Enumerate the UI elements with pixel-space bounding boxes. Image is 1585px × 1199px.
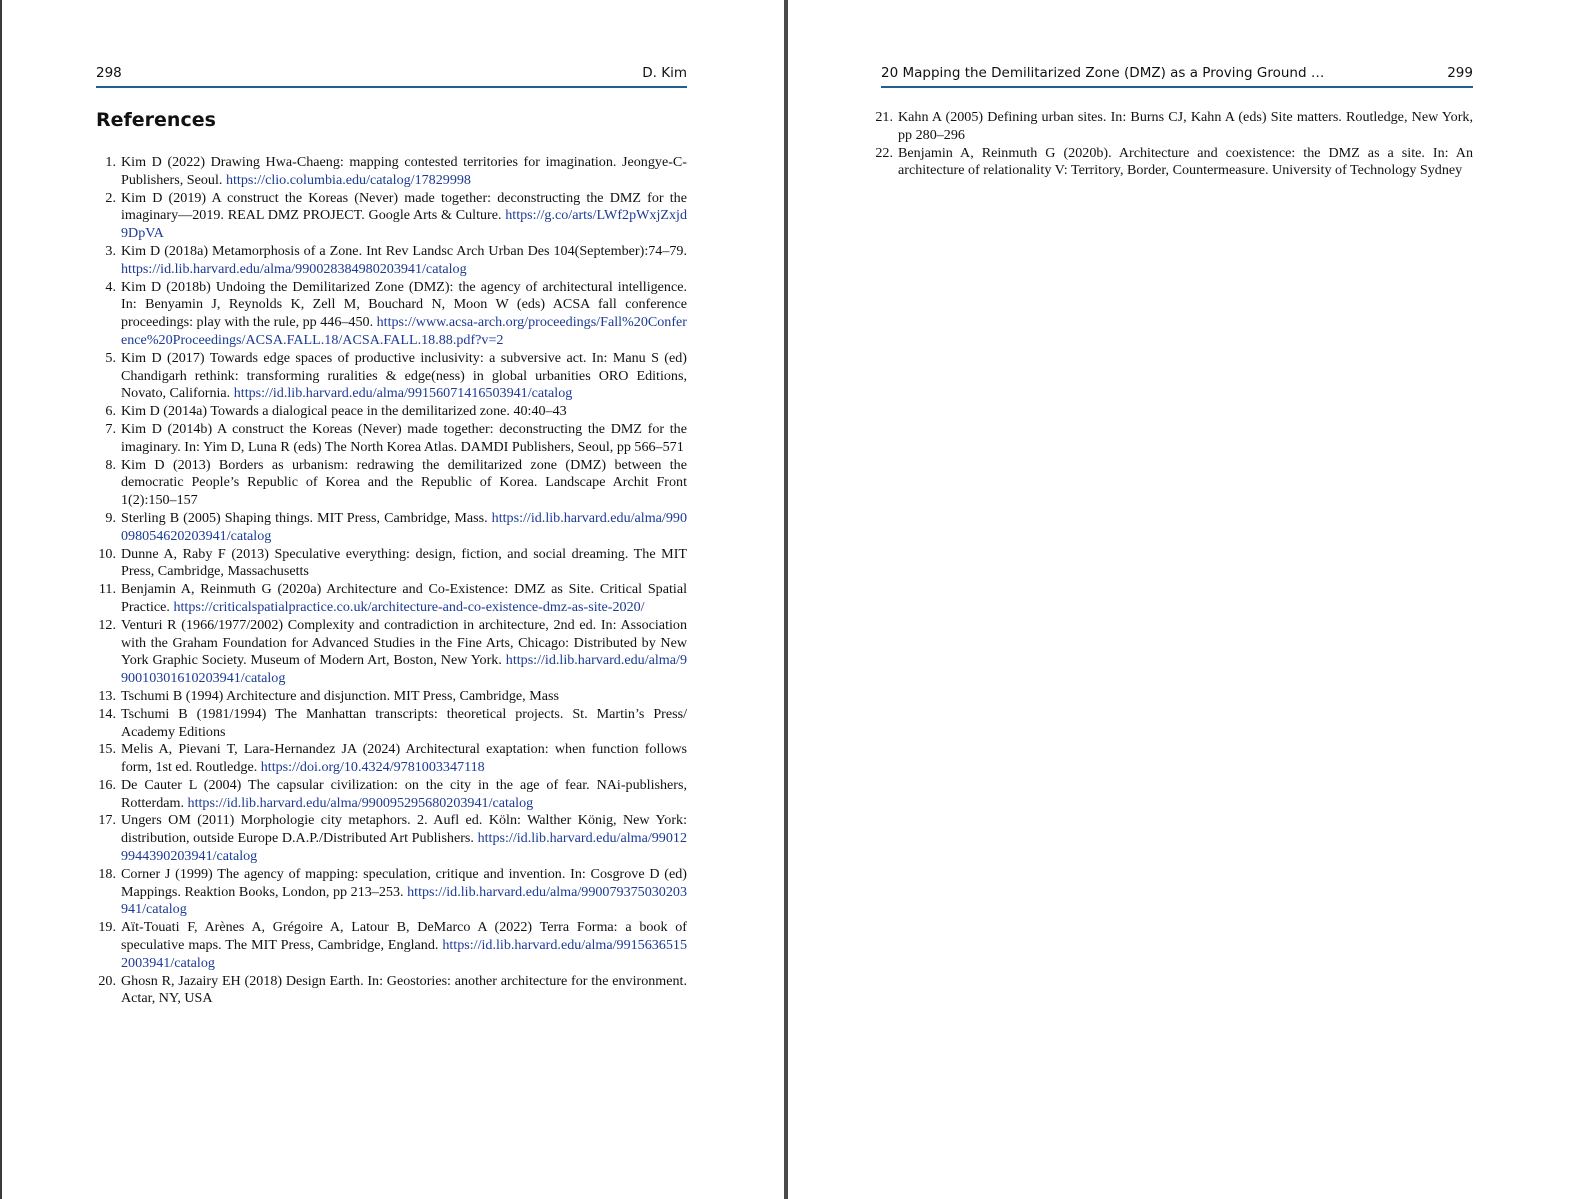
reference-link[interactable]: https://id.lib.harvard.edu/alma/990028384980203941/catalog — [121, 260, 467, 277]
reference-item — [96, 421, 687, 457]
reference-item — [96, 154, 687, 190]
reference-item — [96, 973, 687, 1009]
left-running-head — [96, 64, 687, 88]
reference-link[interactable]: https://g.co/arts/LWf2pWxjZxjd9DpVA — [121, 207, 687, 242]
reference-item — [96, 403, 687, 421]
reference-text: Kim D (2019) A construct the Koreas (Never) made together: deconstructing the DMZ for the imaginary—2019. REAL DMZ PROJECT. Google Arts & Culture. — [121, 189, 687, 224]
reference-text: Kim D (2018b) Undoing the Demilitarized Zone (DMZ): the agency of architectural intelligence. In: Benyamin J, Reynolds K, Zell M, Bouchard N, Moon W (eds) ACSA fall conference proceedings: play with the rule, pp 446–450. — [121, 278, 687, 331]
reference-text: Kahn A (2005) Defining urban sites. In: Burns CJ, Kahn A (eds) Site matters. Routledge, New York, pp 280–296 — [898, 109, 1473, 143]
reference-text: Benjamin A, Reinmuth G (2020a) Architecture and Co-Existence: DMZ as Site. Critical Spatial Practice. — [121, 581, 687, 615]
reference-number: 2. — [105, 189, 116, 206]
reference-text: Dunne A, Raby F (2013) Speculative everything: design, fiction, and social dreaming. The MIT Press, Cambridge, Massachusetts — [121, 545, 687, 580]
reference-number: 19. — [98, 919, 116, 936]
reference-item — [873, 109, 1473, 145]
reference-number: 22. — [875, 144, 893, 161]
reference-text: Melis A, Pievani T, Lara-Hernandez JA (2024) Architectural exaptation: when function follows form, 1st ed. Routledge. — [121, 741, 687, 776]
reference-number: 15. — [98, 741, 116, 758]
reference-item — [96, 243, 687, 279]
reference-item — [96, 546, 687, 582]
reference-item — [96, 866, 687, 919]
reference-text: Kim D (2017) Towards edge spaces of productive inclusivity: a subversive act. In: Manu S (ed) Chandigarh rethink: transforming ruralities & edge(ness) in global urbanities ORO Editions, Novato, California. — [121, 349, 687, 402]
reference-text: De Cauter L (2004) The capsular civilization: on the city in the age of fear. NAi-publishers, Rotterdam. — [121, 776, 687, 811]
running-author: D. Kim — [642, 65, 687, 81]
reference-item — [96, 617, 687, 688]
reference-link[interactable]: https://clio.columbia.edu/catalog/17829998 — [225, 171, 471, 188]
reference-item — [96, 741, 687, 777]
reference-item — [96, 510, 687, 546]
reference-link[interactable]: https://id.lib.harvard.edu/alma/99156365152003941/catalog — [121, 937, 687, 971]
running-chapter-title: 20 Mapping the Demilitarized Zone (DMZ) as a Proving Ground … — [881, 65, 1325, 81]
reference-link[interactable]: https://www.acsa-arch.org/proceedings/Fall%20Conference%20Proceedings/ACSA.FALL.18/ACSA.FALL.18.88.pdf?v=2 — [121, 314, 687, 348]
reference-text: Sterling B (2005) Shaping things. MIT Press, Cambridge, Mass. — [121, 509, 492, 526]
reference-link[interactable]: https://id.lib.harvard.edu/alma/99156071416503941/catalog — [233, 385, 573, 402]
reference-item — [96, 777, 687, 813]
reference-number: 1. — [105, 154, 116, 170]
reference-text: Kim D (2014b) A construct the Koreas (Never) made together: deconstructing the DMZ for the imaginary. In: Yim D, Luna R (eds) The North Korea Atlas. DAMDI Publishers, Seoul, pp 566–571 — [121, 420, 687, 455]
reference-item — [96, 706, 687, 742]
reference-text: Kim D (2022) Drawing Hwa-Chaeng: mapping contested territories for imagination. Jeongye-C-Publishers, Seoul. — [121, 154, 687, 188]
reference-number: 14. — [98, 705, 116, 722]
reference-number: 9. — [105, 509, 116, 526]
reference-number: 18. — [98, 865, 116, 882]
reference-text: Kim D (2013) Borders as urbanism: redrawing the demilitarized zone (DMZ) between the democratic People’s Republic of Korea and the Republic of Korea. Landscape Archit Front 1(2):150–157 — [121, 456, 687, 509]
reference-item — [96, 812, 687, 865]
reference-text: Ghosn R, Jazairy EH (2018) Design Earth. In: Geostories: another architecture for the environment. Actar, NY, USA — [121, 972, 687, 1007]
reference-item — [96, 457, 687, 510]
reference-link[interactable]: https://id.lib.harvard.edu/alma/990129944390203941/catalog — [121, 830, 687, 865]
reference-item — [96, 350, 687, 403]
right-page-number: 299 — [1447, 65, 1473, 81]
reference-number: 17. — [98, 812, 116, 829]
reference-number: 21. — [875, 109, 893, 125]
reference-text: Tschumi B (1994) Architecture and disjunction. MIT Press, Cambridge, Mass — [121, 687, 559, 704]
reference-item — [96, 919, 687, 972]
reference-link[interactable]: https://doi.org/10.4324/9781003347118 — [260, 759, 485, 776]
reference-number: 8. — [105, 456, 116, 473]
reference-text: Benjamin A, Reinmuth G (2020b). Architecture and coexistence: the DMZ as a site. In: An architecture of relationality V: Territory, Border, Countermeasure. University of Technology Sydney — [898, 144, 1473, 179]
reference-item — [96, 190, 687, 243]
reference-link[interactable]: https://id.lib.harvard.edu/alma/990095295680203941/catalog — [187, 794, 534, 811]
left-page — [0, 0, 784, 1199]
reference-item — [96, 581, 687, 617]
reference-text: Tschumi B (1981/1994) The Manhattan transcripts: theoretical projects. St. Martin’s Press/ Academy Editions — [121, 705, 687, 740]
reference-list-right — [873, 109, 1473, 180]
reference-list-left — [96, 154, 687, 1008]
reference-text: Aït-Touati F, Arènes A, Grégoire A, Latour B, DeMarco A (2022) Terra Forma: a book of speculative maps. The MIT Press, Cambridge, England. — [121, 919, 687, 954]
reference-number: 6. — [105, 403, 116, 420]
reference-link[interactable]: https://criticalspatialpractice.co.uk/architecture-and-co-existence-dmz-as-site-2020/ — [173, 598, 645, 615]
references-heading: References — [96, 109, 216, 131]
reference-link[interactable]: https://id.lib.harvard.edu/alma/990079375030203941/catalog — [121, 883, 687, 918]
reference-number: 12. — [98, 616, 116, 633]
reference-link[interactable]: https://id.lib.harvard.edu/alma/990010301610203941/catalog — [121, 652, 687, 687]
reference-link[interactable]: https://id.lib.harvard.edu/alma/990098054620203941/catalog — [121, 509, 687, 544]
reference-number: 16. — [98, 776, 116, 793]
left-page-number: 298 — [96, 65, 122, 81]
reference-number: 3. — [105, 242, 116, 259]
reference-item — [96, 688, 687, 706]
reference-number: 5. — [105, 349, 116, 366]
reference-text: Ungers OM (2011) Morphologie city metaphors. 2. Aufl ed. Köln: Walther König, New York: distribution, outside Europe D.A.P./Distributed Art Publishers. — [121, 812, 687, 847]
reference-number: 7. — [105, 420, 116, 437]
reference-number: 10. — [98, 545, 116, 562]
reference-number: 13. — [98, 687, 116, 704]
reference-number: 11. — [98, 581, 116, 598]
right-running-head — [881, 64, 1473, 88]
reference-number: 20. — [98, 972, 116, 989]
reference-text: Venturi R (1966/1977/2002) Complexity and contradiction in architecture, 2nd ed. In: Association with the Graham Foundation for Advanced Studies in the Fine Arts, Chicago: Distributed by New York Graphic Society. Museum of Modern Art, Boston, New York. — [121, 616, 687, 669]
reference-text: Corner J (1999) The agency of mapping: speculation, critique and invention. In: Cosgrove D (ed) Mappings. Reaktion Books, London, pp 213–253. — [121, 865, 687, 900]
reference-number: 4. — [105, 278, 116, 295]
right-page — [788, 0, 1585, 1199]
reference-text: Kim D (2014a) Towards a dialogical peace in the demilitarized zone. 40:40–43 — [121, 403, 567, 420]
reference-text: Kim D (2018a) Metamorphosis of a Zone. Int Rev Landsc Arch Urban Des 104(September):74–79. — [121, 242, 687, 259]
reference-item — [96, 279, 687, 350]
reference-item — [873, 145, 1473, 181]
